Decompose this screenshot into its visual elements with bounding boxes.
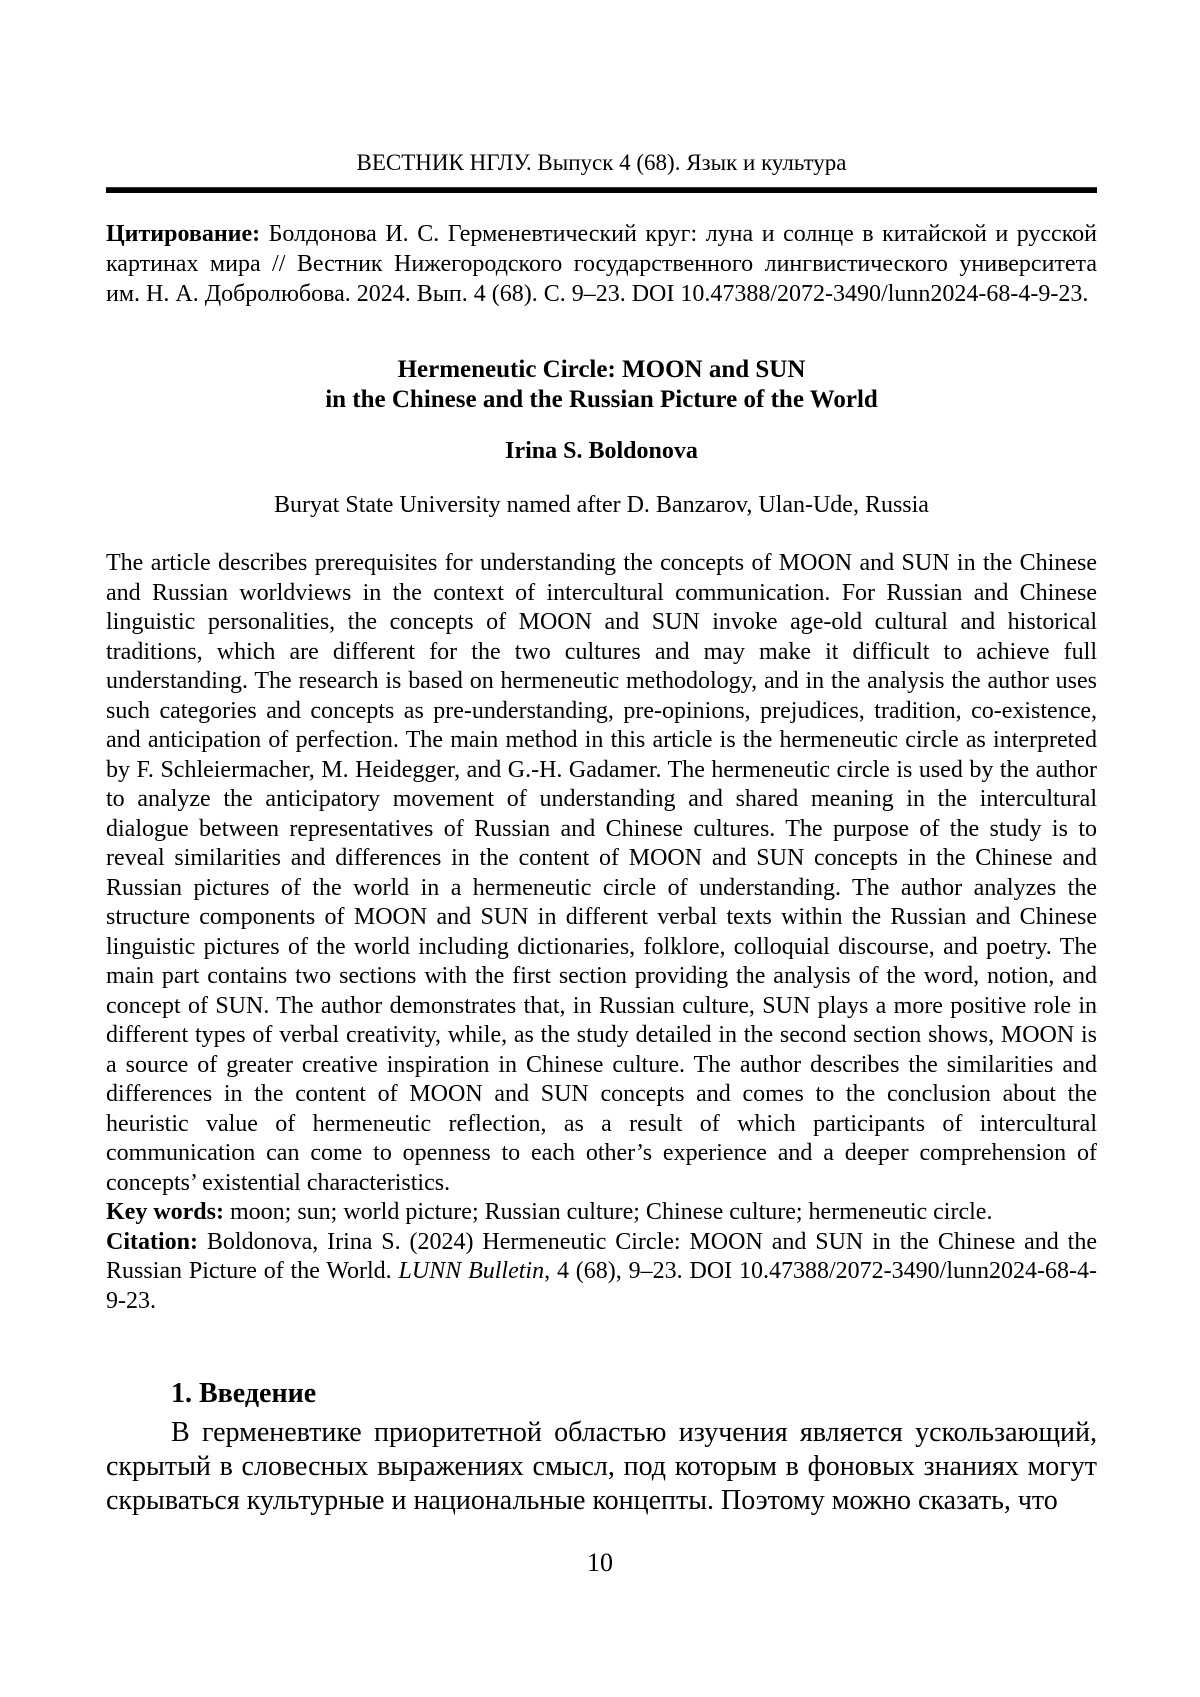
author-name: Irina S. Boldonova (505, 438, 698, 464)
citation-en-paragraph (106, 1228, 1097, 1317)
citation-ru-text: Болдонова И. С. Герменевтический круг: луна и солнце в китайской и русской картинах мира // Вестник Нижегородского государственного лингвистического университета им. Н. А. Добролюбова. 2024. Вып. 4 (68). С. 9–23. DOI 10.47388/2072-3490/lunn2024-68-4-9-23. (106, 221, 1097, 307)
citation-ru-paragraph (106, 219, 1097, 309)
page-number: 10 (587, 1548, 613, 1577)
header-divider-rule (106, 187, 1097, 193)
citation-en-journal-name: LUNN Bulletin (398, 1258, 545, 1284)
keywords-text: moon; sun; world picture; Russian culture; Chinese culture; hermeneutic circle. (223, 1199, 993, 1225)
citation-en-text-after: , 4 (68), 9–23. DOI 10.47388/2072-3490/lunn2024-68-4-9-23. (106, 1258, 1097, 1314)
section-1-heading: 1. Введение (171, 1378, 317, 1409)
keywords-label: Key words: (106, 1199, 224, 1225)
keywords-paragraph (106, 1198, 1097, 1228)
author-affiliation: Buryat State University named after D. Banzarov, Ulan-Ude, Russia (274, 492, 929, 518)
article-title (106, 355, 1097, 415)
citation-en-label: Citation: (106, 1228, 198, 1255)
abstract-paragraph: The article describes prerequisites for understanding the concepts of MOON and SUN in the Chinese and Russian worldviews in the context of intercultural communication. For Russian and Chinese linguistic personalities, the concepts of MOON and SUN invoke age-old cultural and historical traditions, which are different for the two cultures and may make it difficult to achieve full understanding. The research is based on hermeneutic methodology, and in the analysis the author uses such categories and concepts as pre-understanding, pre-opinions, prejudices, tradition, co-existence, and anticipation of perfection. The main method in this article is the hermeneutic circle as interpreted by F. Schleiermacher, M. Heidegger, and G.-H. Gadamer. The hermeneutic circle is used by the author to analyze the anticipatory movement of understanding and shared meaning in the intercultural dialogue between representatives of Russian and Chinese cultures. The purpose of the study is to reveal similarities and differences in the content of MOON and SUN concepts in the Chinese and Russian pictures of the world in a hermeneutic circle of understanding. The author analyzes the structure components of MOON and SUN in different verbal texts within the Russian and Chinese linguistic pictures of the world including dictionaries, folklore, colloquial discourse, and poetry. The main part contains two sections with the first section providing the analysis of the word, notion, and concept of SUN. The author demonstrates that, in Russian culture, SUN plays a more positive role in different types of verbal creativity, while, as the study detailed in the second section shows, MOON is a source of greater creative inspiration in Chinese culture. The author describes the similarities and differences in the content of MOON and SUN concepts and comes to the conclusion about the heuristic value of hermeneutic reflection, as a result of which participants of intercultural communication can come to openness to each other’s experience and a deeper comprehension of concepts’ existential characteristics. (106, 550, 1097, 1196)
article-title-line2: in the Chinese and the Russian Picture of the World (325, 386, 878, 413)
citation-ru-label: Цитирование: (106, 221, 261, 247)
introduction-paragraph: В герменевтике приоритетной областью изучения является ускользающий, скрытый в словесных выражениях смысл, под которым в фоновых знаниях могут скрываться культурные и национальные концепты. Поэтому можно сказать, что (106, 1417, 1097, 1516)
journal-running-header: ВЕСТНИК НГЛУ. Выпуск 4 (68). Язык и культура (356, 150, 847, 175)
article-title-line1: Hermeneutic Circle: MOON and SUN (397, 356, 806, 383)
citation-en-text-before: Boldonova, Irina S. (2024) Hermeneutic Circle: MOON and SUN in the Chinese and the Russian Picture of the World. (106, 1228, 1097, 1284)
